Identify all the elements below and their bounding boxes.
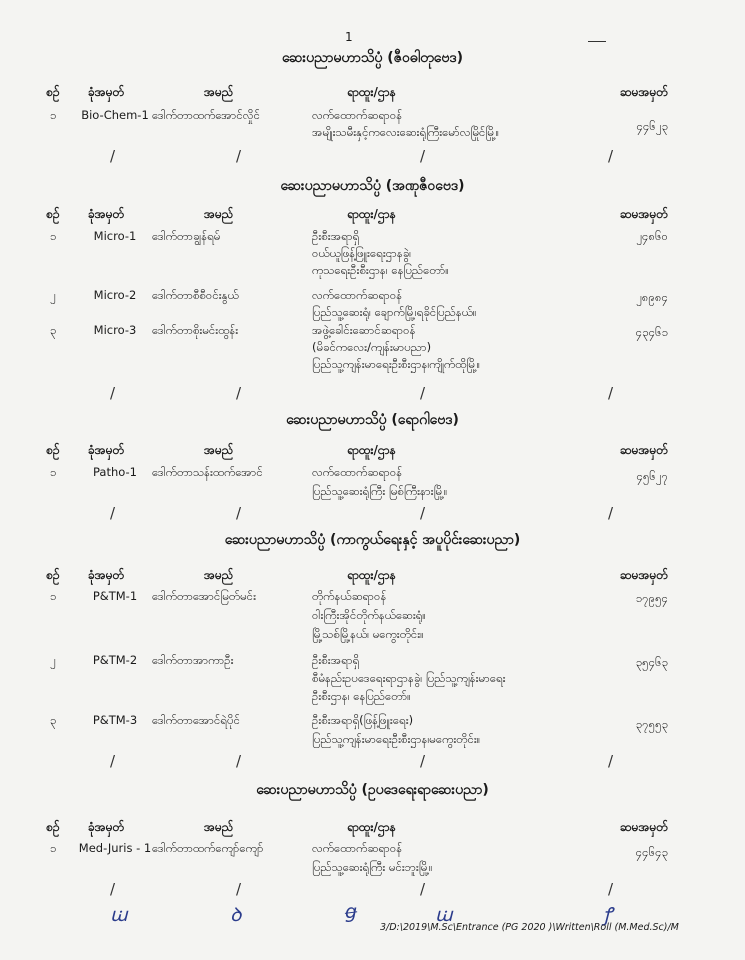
slash-mark: /	[236, 384, 242, 402]
header-roll: ခုံအမှတ်	[88, 443, 125, 457]
row-position-line: ဦးစီးအရာရှိ(ဖြန့်ဖြူးရေး)	[312, 713, 414, 727]
header-position: ရာထူး/ဌာန	[347, 85, 396, 99]
slash-mark: /	[236, 752, 242, 770]
slash-mark: /	[608, 384, 614, 402]
signature-mark: ꝭ	[603, 904, 613, 926]
header-name: အမည်	[204, 207, 234, 221]
slash-mark: /	[420, 880, 426, 898]
row-position-line: လက်ထောက်ဆရာဝန်	[312, 288, 403, 302]
header-nrc: ဆမအမှတ်	[619, 443, 668, 457]
header-roll: ခုံအမှတ်	[88, 568, 125, 582]
header-name: အမည်	[204, 820, 234, 834]
row-position-line: စီမံနည်းဥပဒေရေးရာဌာနခွဲ၊ ပြည်သူ့ကျန်းမာရေး	[312, 671, 506, 685]
row-no: ၂	[50, 288, 56, 302]
header-no: စဉ်	[46, 820, 60, 834]
section-title-biochem: ဆေးပညာမဟာသိပ္ပံ (ဇီဝဓါတုဗေဒ)	[281, 50, 464, 66]
row-position-line: ဦးစီးအရာရှိ	[312, 229, 360, 243]
row-nrc: ၃၇၅၅၃	[635, 717, 668, 731]
header-roll: ခုံအမှတ်	[88, 820, 125, 834]
signature-mark: ꭐ	[435, 904, 453, 926]
row-position-line: မြို့သစ်မြို့နယ်၊ မကွေးတိုင်း။	[312, 627, 424, 641]
row-roll: Micro-1	[93, 229, 137, 243]
page-number: 1	[345, 30, 353, 44]
corner-dash	[588, 41, 606, 42]
row-nrc: ၄၄၆၂၃	[636, 119, 668, 133]
slash-mark: /	[236, 147, 242, 165]
signature-mark: ꞡ	[345, 901, 358, 923]
row-nrc: ၁၇၉၅၄	[635, 591, 668, 605]
section-title-patho: ဆေးပညာမဟာသိပ္ပံ (ရောဂါဗေဒ)	[286, 412, 459, 428]
row-no: ၁	[49, 108, 57, 122]
slash-mark: /	[110, 147, 116, 165]
row-no: ၁	[49, 589, 57, 603]
row-name: ဒေါက်တာအာကာဦး	[152, 653, 234, 667]
row-position-line: ပြည်သူ့ကျန်းမာရေးဦးစီးဌာန၊ကျိုက်ထိုမြို့။	[312, 357, 481, 371]
row-roll: P&TM-3	[92, 713, 138, 727]
signature-mark: ꝺ	[230, 904, 242, 926]
slash-mark: /	[110, 384, 116, 402]
row-nrc: ၄၄၆၄၃	[635, 845, 668, 859]
slash-mark: /	[110, 504, 116, 522]
row-position-line: ပြည်သူ့ဆေးရုံကြီး မြစ်ကြီးနားမြို့။	[312, 484, 448, 498]
row-name: ဒေါက်တာစိုးမင်းထွန်း	[152, 323, 239, 337]
slash-mark: /	[608, 752, 614, 770]
row-roll: Med-Juris - 1	[78, 841, 152, 855]
row-position-line: အဖွဲ့ခေါင်းဆောင်ဆရာဝန်	[312, 323, 416, 337]
slash-mark: /	[420, 147, 426, 165]
header-name: အမည်	[204, 443, 234, 457]
row-no: ၁	[49, 465, 57, 479]
row-name: ဒေါက်တာချွန်ရမ်	[152, 229, 221, 243]
row-position-line: လက်ထောက်ဆရာဝန်	[312, 841, 403, 855]
header-name: အမည်	[204, 568, 234, 582]
header-nrc: ဆမအမှတ်	[619, 568, 668, 582]
row-roll: P&TM-1	[92, 589, 138, 603]
header-position: ရာထူး/ဌာန	[347, 443, 396, 457]
row-roll: Micro-3	[93, 323, 137, 337]
slash-mark: /	[420, 504, 426, 522]
row-no: ၃	[49, 323, 57, 337]
row-nrc: ၃၅၄၆၃	[635, 655, 668, 669]
row-position-line: ဦးစီးအရာရှိ	[312, 653, 360, 667]
footer-path: 3/D:\2019\M.Sc\Entrance (PG 2020 )\Written\Roll (M.Med.Sc)/M	[380, 922, 679, 933]
row-nrc: ၂၄၈၆၀	[636, 229, 668, 243]
slash-mark: /	[110, 880, 116, 898]
header-no: စဉ်	[46, 85, 60, 99]
slash-mark: /	[608, 880, 614, 898]
row-name: ဒေါက်တာထက်ကျော်ကျော်	[152, 841, 264, 855]
row-position-line: ကုသရေးဦးစီးဌာန၊ နေပြည်တော်။	[312, 263, 449, 277]
header-position: ရာထူး/ဌာန	[347, 568, 396, 582]
row-no: ၁	[49, 229, 57, 243]
row-nrc: ၂၈၉၈၄	[636, 290, 668, 304]
section-title-micro: ဆေးပညာမဟာသိပ္ပံ (အဏုဇီဝဗေဒ)	[280, 178, 465, 194]
row-position-line: တိုက်နယ်ဆရာဝန်	[312, 589, 387, 603]
header-position: ရာထူး/ဌာန	[347, 207, 396, 221]
header-position: ရာထူး/ဌာန	[347, 820, 396, 834]
row-name: ဒေါက်တာထက်အောင်လှိုင်	[152, 108, 260, 122]
slash-mark: /	[110, 752, 116, 770]
row-roll: Micro-2	[93, 288, 137, 302]
row-roll: P&TM-2	[92, 653, 138, 667]
row-position-line: ဝယ်ယူဖြန့်ဖြူးရေးဌာနခွဲ၊	[312, 246, 412, 260]
slash-mark: /	[236, 880, 242, 898]
header-nrc: ဆမအမှတ်	[619, 85, 668, 99]
slash-mark: /	[420, 752, 426, 770]
section-title-ptm: ဆေးပညာမဟာသိပ္ပံ (ကာကွယ်ရေးနှင့် အပူပိုင်းဆေးပညာ)	[224, 532, 521, 548]
header-nrc: ဆမအမှတ်	[619, 820, 668, 834]
row-no: ၁	[49, 841, 57, 855]
header-roll: ခုံအမှတ်	[88, 207, 125, 221]
header-name: အမည်	[204, 85, 234, 99]
header-nrc: ဆမအမှတ်	[619, 207, 668, 221]
row-position-line: ဝါးကြီးအိုင်တိုက်နယ်ဆေးရုံ။	[312, 608, 426, 622]
row-roll: Patho-1	[93, 465, 137, 479]
header-roll: ခုံအမှတ်	[88, 85, 125, 99]
row-name: ဒေါက်တာအောင်ရဲပိုင်	[152, 713, 240, 727]
row-nrc: ၄၃၄၆၁	[635, 325, 668, 339]
header-no: စဉ်	[46, 443, 60, 457]
row-name: ဒေါက်တာစီစီဝင်းနွယ်	[152, 288, 239, 302]
row-position-line: (မိခင်ကလေး/ကျန်းမာပညာ)	[312, 340, 432, 354]
slash-mark: /	[608, 147, 614, 165]
row-position-line: လက်ထောက်ဆရာဝန်	[312, 108, 403, 122]
signature-mark: ꭐ	[110, 904, 128, 926]
row-position-line: လက်ထောက်ဆရာဝန်	[312, 465, 403, 479]
header-no: စဉ်	[46, 568, 60, 582]
row-no: ၃	[49, 713, 57, 727]
slash-mark: /	[236, 504, 242, 522]
slash-mark: /	[608, 504, 614, 522]
row-position-line: ဦးစီးဌာန၊ နေပြည်တော်။	[312, 689, 411, 703]
row-position-line: အမျိုးသမီးနှင့်ကလေးဆေးရုံကြီးမော်လမြိုင်မြို့။	[312, 125, 500, 139]
row-no: ၂	[50, 653, 56, 667]
row-position-line: ပြည်သူ့ဆေးရုံ၊ ချောက်မြို့၊ရခိုင်ပြည်နယ်။	[312, 305, 477, 319]
slash-mark: /	[420, 384, 426, 402]
row-position-line: ပြည်သူ့ဆေးရုံကြီး မင်းဘူးမြို့။	[312, 860, 433, 874]
row-position-line: ပြည်သူ့ကျန်းမာရေးဦးစီးဌာန၊မကွေးတိုင်း။	[312, 732, 481, 746]
row-name: ဒေါက်တာသန်းထက်အောင်	[152, 465, 263, 479]
section-title-medjuris: ဆေးပညာမဟာသိပ္ပံ (ဥပဒေရေးရာဆေးပညာ)	[256, 782, 489, 798]
row-nrc: ၄၅၆၂၇	[636, 469, 668, 483]
header-no: စဉ်	[46, 207, 60, 221]
row-name: ဒေါက်တာအောင်မြတ်မင်း	[152, 589, 256, 603]
row-roll: Bio-Chem-1	[81, 108, 149, 122]
